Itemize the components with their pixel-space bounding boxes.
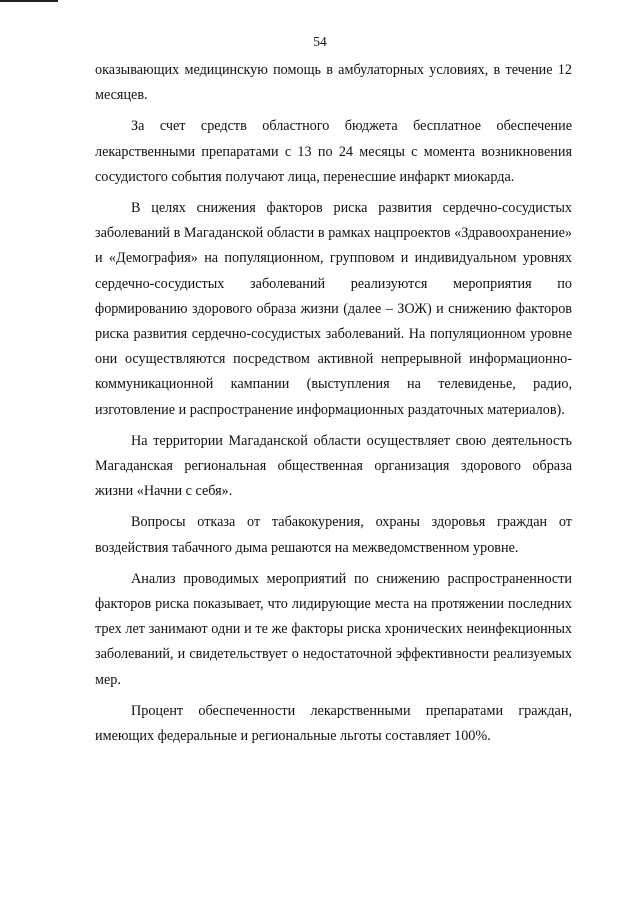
document-body (95, 58, 572, 749)
paragraph-3: В целях снижения факторов риска развития сердечно-сосудистых заболеваний в Магаданской области в рамках нацпроектов «Здравоохранение» и «Демография» на популяционном, групповом и индивидуальном уровнях сердечно-сосудистых заболеваний реализуются мероприятия по формированию здорового образа жизни (далее – ЗОЖ) и снижению факторов риска развития сердечно-сосудистых заболеваний. На популяционном уровне они осуществляются посредством активной непрерывной информационно-коммуникационной кампании (выступления на телевиденье, радио, изготовление и распространение информационных раздаточных материалов). (95, 200, 572, 418)
paragraph-4: На территории Магаданской области осуществляет свою деятельность Магаданская региональная общественная организация здорового образа жизни «Начни с себя». (95, 432, 572, 500)
page-number: 54 (313, 34, 327, 49)
paragraph-7: Процент обеспеченности лекарственными препаратами граждан, имеющих федеральные и региональные льготы составляет 100%. (95, 702, 572, 745)
paragraph-1: оказывающих медицинскую помощь в амбулаторных условиях, в течение 12 месяцев. (95, 62, 572, 104)
paragraph-6: Анализ проводимых мероприятий по снижению распространенности факторов риска показывает, что лидирующие места на протяжении последних трех лет занимают одни и те же факторы риска хронических неинфекционных заболеваний, и свидетельствует о недостаточной эффективности реализуемых мер. (95, 570, 572, 688)
paragraph-2: За счет средств областного бюджета бесплатное обеспечение лекарственными препаратами с 13 по 24 месяцы с момента возникновения сосудистого события получают лица, перенесшие инфаркт миокарда. (95, 118, 572, 185)
paragraph-5: Вопросы отказа от табакокурения, охраны здоровья граждан от воздействия табачного дыма решаются на межведомственном уровне. (95, 514, 572, 556)
corner-line (0, 0, 58, 2)
